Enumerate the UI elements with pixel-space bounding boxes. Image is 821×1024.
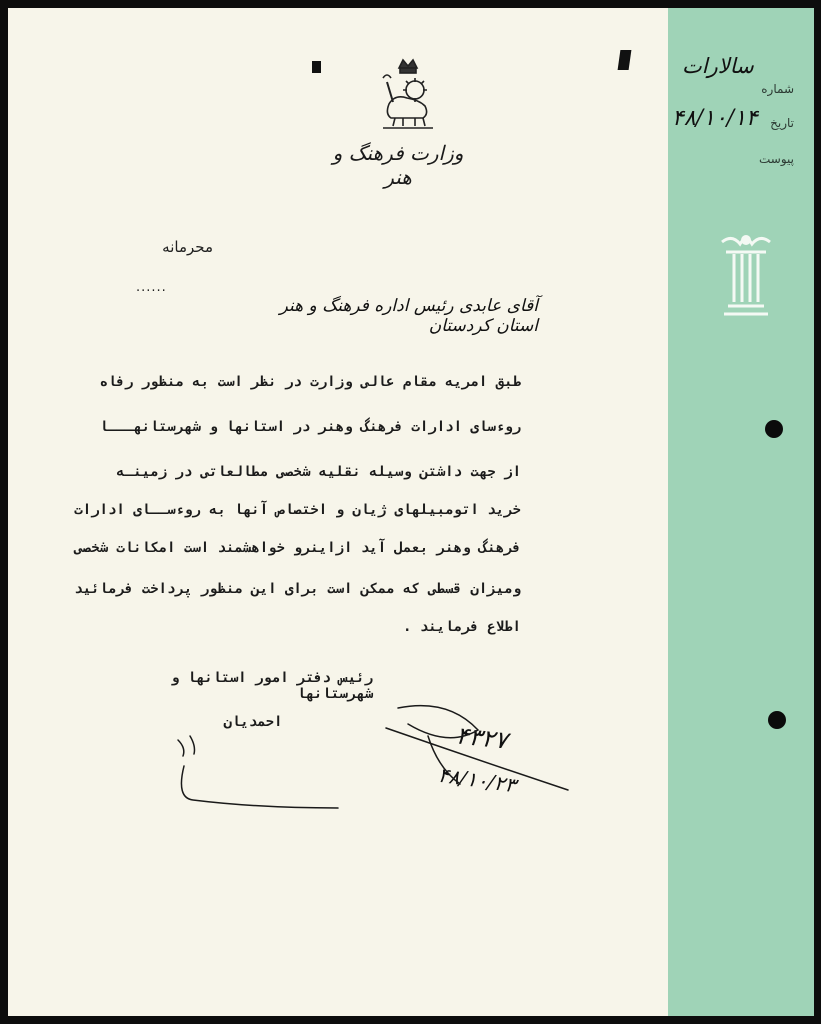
signer-title: رئیس دفتر امور استانها و شهرستانها: [170, 670, 373, 702]
body-line: فرهنگ وهنر بعمل آید ازاینرو خواهشمند است امکانات شخصی: [74, 540, 521, 556]
handwritten-reference-date: ۴۸/۱۰/۲۳: [436, 762, 518, 798]
letter-sheet: [8, 8, 814, 1016]
date-value: ۴۸/۱۰/۱۴: [672, 106, 758, 131]
handwritten-reference-number: ۴۳۲۷: [454, 721, 509, 755]
body-line: اطلاع فرمایند .: [402, 619, 521, 635]
number-value: سالارات: [682, 54, 754, 78]
body-line: ومیزان قسطی که ممکن است برای این منظور پرداخت فرمائید: [74, 581, 521, 597]
addressee: آقای عابدی رئیس اداره فرهنگ و هنر استان کردستان: [279, 296, 538, 336]
body-line: از جهت داشتن وسیله نقلیه شخصی مطالعاتی در زمینـه: [116, 464, 521, 480]
classification-underline: ......: [136, 280, 167, 295]
signer-name: احمدیان: [223, 714, 283, 730]
body-line: خرید اتومبیلهای ژیان و اختصاص آنها به روءســای ادارات: [74, 502, 521, 518]
body-line: روءسای ادارات فرهنگ وهنر در استانها و شهرستانهـــا: [99, 419, 521, 435]
attachment-label: پیوست: [759, 152, 794, 166]
number-label: شماره: [761, 82, 794, 96]
classification-label: محرمانه: [162, 238, 213, 256]
date-label: تاریخ: [770, 116, 794, 130]
signature-strokes: [8, 8, 814, 1016]
body-line: طبق امریه مقام عالی وزارت در نظر است به منظور رفاه: [99, 374, 521, 390]
ministry-name: وزارت فرهنگ و هنر: [332, 141, 464, 189]
